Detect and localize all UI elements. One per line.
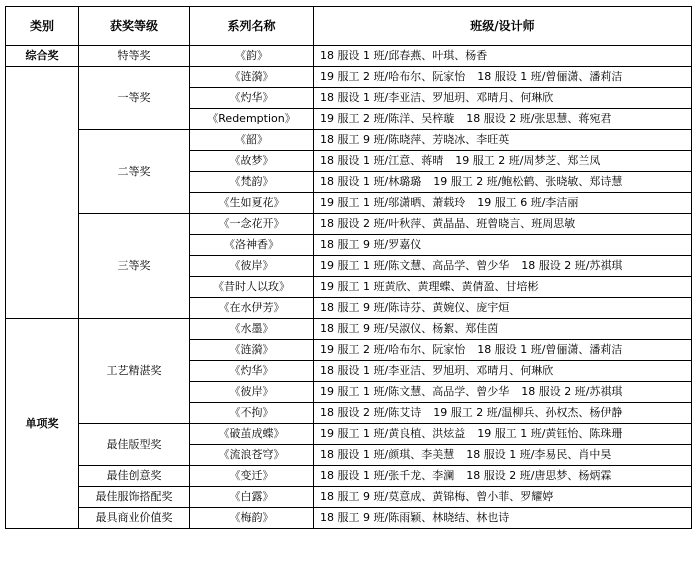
series-name-cell: 《故梦》 (190, 151, 314, 172)
table-row (6, 46, 692, 67)
category-cell: 单项奖 (6, 319, 79, 529)
class-designer-entry: 19 服工 2 班/陈洋、吴梓璇 (320, 112, 455, 125)
series-name-cell: 《一念花开》 (190, 214, 314, 235)
class-designer-cell (314, 109, 692, 130)
table-body (6, 46, 692, 529)
class-designer-cell (314, 298, 692, 319)
series-name-cell: 《流浪苍穹》 (190, 445, 314, 466)
class-designer-cell (314, 172, 692, 193)
series-name-cell: 《涟漪》 (190, 67, 314, 88)
award-level-cell: 特等奖 (79, 46, 190, 67)
class-designer-entry: 18 服工 9 班/陈晓萍、芳晓冰、李旺英 (320, 133, 510, 146)
class-designer-entry: 18 服设 2 班/唐思梦、杨炳霖 (466, 469, 612, 482)
class-designer-entry: 18 服设 1 班/李亚洁、罗旭玥、邓晴月、何琳欣 (320, 91, 554, 104)
class-designer-entry: 19 服工 1 班/陈文慧、高品学、曾少华 (320, 259, 510, 272)
class-designer-entry: 19 服工 2 班/温柳兵、孙权杰、杨伊静 (433, 406, 623, 419)
award-level-cell: 最具商业价值奖 (79, 508, 190, 529)
table-row (6, 487, 692, 508)
award-level-cell: 二等奖 (79, 130, 190, 214)
series-name-cell: 《不拘》 (190, 403, 314, 424)
series-name-cell: 《涟漪》 (190, 340, 314, 361)
category-cell (6, 67, 79, 319)
header-award-level: 获奖等级 (79, 7, 190, 46)
series-name-cell: 《灼华》 (190, 88, 314, 109)
table-row (6, 508, 692, 529)
header-class-designer: 班级/设计师 (314, 7, 692, 46)
class-designer-entry: 19 服工 2 班/周梦芝、郑兰凤 (455, 154, 601, 167)
series-name-cell: 《Redemption》 (190, 109, 314, 130)
class-designer-cell (314, 508, 692, 529)
class-designer-cell (314, 487, 692, 508)
class-designer-entry: 19 服工 1 班/陈文慧、高品学、曾少华 (320, 385, 510, 398)
class-designer-entry: 19 服工 1 班/黄良植、洪炫益 (320, 427, 466, 440)
class-designer-entry: 18 服设 2 班/叶秋萍、黄晶晶、班曾晓言、班周思敏 (320, 217, 576, 230)
series-name-cell: 《韵》 (190, 46, 314, 67)
class-designer-cell (314, 424, 692, 445)
class-designer-cell (314, 88, 692, 109)
class-designer-cell (314, 445, 692, 466)
class-designer-cell (314, 193, 692, 214)
class-designer-entry: 18 服工 9 班/罗嘉仪 (320, 238, 422, 251)
class-designer-cell (314, 382, 692, 403)
class-designer-entry: 18 服设 2 班/苏祺琪 (521, 385, 623, 398)
class-designer-entry: 18 服设 1 班/李易民、肖中昊 (466, 448, 612, 461)
category-cell: 综合奖 (6, 46, 79, 67)
series-name-cell: 《梵韵》 (190, 172, 314, 193)
series-name-cell: 《在水伊芳》 (190, 298, 314, 319)
series-name-cell: 《韶》 (190, 130, 314, 151)
class-designer-cell (314, 235, 692, 256)
header-category: 类别 (6, 7, 79, 46)
class-designer-entry: 18 服设 2 班/苏祺琪 (521, 259, 623, 272)
class-designer-entry: 18 服设 1 班/张千龙、李澜 (320, 469, 455, 482)
header-row (6, 7, 692, 46)
class-designer-entry: 19 服工 2 班/哈布尔、阮家怡 (320, 70, 466, 83)
class-designer-entry: 18 服设 1 班/曾俪潇、潘莉洁 (477, 343, 623, 356)
table-row (6, 67, 692, 88)
class-designer-cell (314, 46, 692, 67)
class-designer-entry: 19 服工 1 班/黄钰怡、陈珠珊 (477, 427, 623, 440)
series-name-cell: 《彼岸》 (190, 382, 314, 403)
class-designer-cell (314, 256, 692, 277)
class-designer-entry: 18 服设 1 班/颜琪、李美慧 (320, 448, 455, 461)
class-designer-entry: 18 服设 1 班/曾俪潇、潘莉洁 (477, 70, 623, 83)
series-name-cell: 《水墨》 (190, 319, 314, 340)
series-name-cell: 《白露》 (190, 487, 314, 508)
class-designer-cell (314, 277, 692, 298)
table-row (6, 466, 692, 487)
series-name-cell: 《变迁》 (190, 466, 314, 487)
class-designer-cell (314, 67, 692, 88)
header-series-name: 系列名称 (190, 7, 314, 46)
table-row (6, 319, 692, 340)
award-level-cell: 三等奖 (79, 214, 190, 319)
award-level-cell: 最佳版型奖 (79, 424, 190, 466)
class-designer-cell (314, 340, 692, 361)
table-header (6, 7, 692, 46)
class-designer-entry: 19 服工 2 班/鲍松鹤、张晓敏、郑诗慧 (433, 175, 623, 188)
class-designer-cell (314, 466, 692, 487)
class-designer-entry: 18 服设 1 班/林璐璐 (320, 175, 422, 188)
class-designer-entry: 19 服工 1 班黄欣、黄理蝶、黄倩盈、甘培彬 (320, 280, 539, 293)
class-designer-cell (314, 151, 692, 172)
class-designer-cell (314, 403, 692, 424)
class-designer-entry: 19 服工 1 班/邬潇晒、萧载玲 (320, 196, 466, 209)
series-name-cell: 《生如夏花》 (190, 193, 314, 214)
class-designer-entry: 18 服设 1 班/李亚洁、罗旭玥、邓晴月、何琳欣 (320, 364, 554, 377)
class-designer-cell (314, 361, 692, 382)
class-designer-entry: 18 服设 2 班/陈艾诗 (320, 406, 422, 419)
awards-table (5, 6, 692, 529)
class-designer-entry: 18 服工 9 班/莫意成、黄锦梅、曾小菲、罗耀婷 (320, 490, 554, 503)
award-level-cell: 工艺精湛奖 (79, 319, 190, 424)
series-name-cell: 《昔时人以玫》 (190, 277, 314, 298)
class-designer-entry: 19 服工 2 班/哈布尔、阮家怡 (320, 343, 466, 356)
class-designer-entry: 18 服设 1 班/江意、蒋晴 (320, 154, 444, 167)
table-row (6, 424, 692, 445)
class-designer-cell (314, 130, 692, 151)
series-name-cell: 《灼华》 (190, 361, 314, 382)
series-name-cell: 《破茧成蝶》 (190, 424, 314, 445)
class-designer-entry: 18 服设 2 班/张思慧、蒋宛君 (466, 112, 612, 125)
class-designer-cell (314, 214, 692, 235)
class-designer-cell (314, 319, 692, 340)
award-level-cell: 最佳服饰搭配奖 (79, 487, 190, 508)
class-designer-entry: 19 服工 6 班/李洁丽 (477, 196, 579, 209)
series-name-cell: 《洛神香》 (190, 235, 314, 256)
series-name-cell: 《彼岸》 (190, 256, 314, 277)
series-name-cell: 《梅韵》 (190, 508, 314, 529)
award-level-cell: 一等奖 (79, 67, 190, 130)
table-row (6, 130, 692, 151)
class-designer-entry: 18 服工 9 班/吴淑仪、杨絮、郑佳茵 (320, 322, 499, 335)
class-designer-entry: 18 服工 9 班/陈雨颖、林晓结、林也诗 (320, 511, 510, 524)
class-designer-entry: 18 服设 1 班/邱春燕、叶琪、杨香 (320, 49, 488, 62)
award-level-cell: 最佳创意奖 (79, 466, 190, 487)
table-row (6, 214, 692, 235)
class-designer-entry: 18 服工 9 班/陈诗芬、黄婉仪、庞宇烜 (320, 301, 510, 314)
